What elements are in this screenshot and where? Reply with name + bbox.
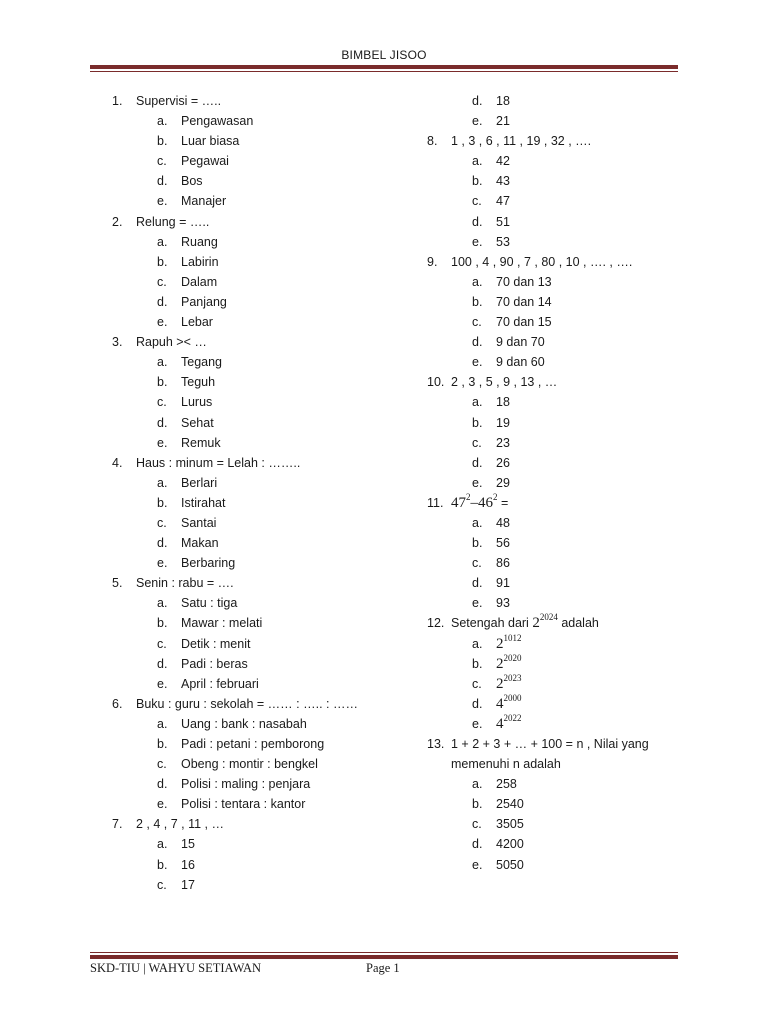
power-exponent: 1012 bbox=[503, 632, 522, 643]
answer-option bbox=[112, 834, 412, 854]
option-letter: b. bbox=[157, 857, 168, 872]
answer-option bbox=[112, 392, 412, 412]
option-letter: a. bbox=[472, 274, 483, 289]
option-text: Manajer bbox=[181, 194, 227, 209]
question-4 bbox=[112, 453, 412, 473]
option-text: Detik : menit bbox=[181, 636, 251, 651]
option-text: 43 bbox=[496, 174, 510, 189]
option-text: 23 bbox=[496, 435, 510, 450]
option-letter: c. bbox=[472, 556, 482, 571]
option-letter: d. bbox=[157, 294, 168, 309]
option-text: Dalam bbox=[181, 274, 218, 289]
option-power bbox=[496, 652, 522, 672]
expr-operator: – bbox=[470, 494, 478, 511]
answer-option bbox=[112, 875, 412, 895]
option-text: Luar biasa bbox=[181, 134, 240, 149]
page-header-title: BIMBEL JISOO bbox=[341, 48, 427, 62]
answer-option bbox=[427, 212, 687, 232]
option-letter: e. bbox=[472, 475, 483, 490]
question-text: 2 , 3 , 5 , 9 , 13 , … bbox=[451, 375, 558, 390]
option-letter: d. bbox=[157, 536, 168, 551]
option-letter: c. bbox=[157, 757, 167, 772]
answer-option bbox=[427, 634, 687, 654]
expr-exponent: 2 bbox=[493, 491, 498, 502]
answer-option bbox=[112, 252, 412, 272]
option-letter: e. bbox=[157, 435, 168, 450]
option-letter: d. bbox=[472, 696, 483, 711]
option-text: 258 bbox=[496, 777, 517, 792]
answer-option bbox=[112, 513, 412, 533]
option-text: 3505 bbox=[496, 817, 524, 832]
answer-option bbox=[112, 674, 412, 694]
option-letter: c. bbox=[157, 274, 167, 289]
answer-option bbox=[427, 191, 687, 211]
option-text: Satu : tiga bbox=[181, 596, 238, 611]
option-letter: d. bbox=[472, 837, 483, 852]
answer-option bbox=[112, 634, 412, 654]
option-letter: e. bbox=[472, 596, 483, 611]
question-expression bbox=[451, 491, 498, 511]
option-letter: a. bbox=[157, 475, 168, 490]
power-exponent: 2022 bbox=[503, 712, 522, 723]
answer-option bbox=[112, 131, 412, 151]
question-number: 12. bbox=[427, 616, 445, 631]
option-letter: e. bbox=[157, 676, 168, 691]
answer-option bbox=[427, 553, 687, 573]
power-base: 2 bbox=[496, 675, 504, 692]
option-letter: b. bbox=[472, 656, 483, 671]
question-text: Buku : guru : sekolah = …… : ….. : …… bbox=[136, 696, 358, 711]
answer-option bbox=[112, 533, 412, 553]
option-letter: b. bbox=[472, 797, 483, 812]
option-letter: d. bbox=[157, 777, 168, 792]
option-text: Labirin bbox=[181, 254, 219, 269]
option-text: Teguh bbox=[181, 375, 216, 390]
option-letter: b. bbox=[157, 134, 168, 149]
option-text: 91 bbox=[496, 576, 510, 591]
question-number: 5. bbox=[112, 576, 123, 591]
option-text: Padi : beras bbox=[181, 656, 248, 671]
answer-option bbox=[112, 352, 412, 372]
option-letter: e. bbox=[472, 234, 483, 249]
answer-option bbox=[427, 292, 687, 312]
option-letter: c. bbox=[472, 817, 482, 832]
option-letter: a. bbox=[157, 355, 168, 370]
question-number: 9. bbox=[427, 254, 438, 269]
answer-option bbox=[427, 272, 687, 292]
power-exponent: 2024 bbox=[539, 612, 558, 623]
option-text: Berbaring bbox=[181, 556, 236, 571]
option-letter: a. bbox=[157, 837, 168, 852]
option-letter: b. bbox=[472, 536, 483, 551]
option-letter: e. bbox=[472, 355, 483, 370]
option-letter: c. bbox=[472, 435, 482, 450]
option-text: Mawar : melati bbox=[181, 616, 263, 631]
option-text: Pegawai bbox=[181, 154, 229, 169]
option-letter: c. bbox=[157, 515, 167, 530]
option-text: Istirahat bbox=[181, 495, 226, 510]
power-base: 2 bbox=[496, 635, 504, 652]
question-13 bbox=[427, 734, 687, 774]
option-text: Tegang bbox=[181, 355, 223, 370]
question-2 bbox=[112, 212, 412, 232]
option-letter: d. bbox=[157, 415, 168, 430]
option-letter: d. bbox=[472, 94, 483, 108]
question-11 bbox=[427, 493, 687, 513]
option-text: 42 bbox=[496, 154, 510, 169]
answer-option bbox=[112, 151, 412, 171]
option-letter: a. bbox=[157, 234, 168, 249]
answer-option bbox=[112, 553, 412, 573]
question-1 bbox=[112, 91, 412, 111]
question-power bbox=[532, 612, 558, 632]
option-text: Santai bbox=[181, 515, 217, 530]
option-letter: b. bbox=[157, 254, 168, 269]
option-text: 26 bbox=[496, 455, 510, 470]
option-text: Uang : bank : nasabah bbox=[181, 716, 307, 731]
answer-option bbox=[427, 834, 687, 854]
option-text: 16 bbox=[181, 857, 195, 872]
option-letter: d. bbox=[472, 335, 483, 350]
question-text-before: Setengah dari bbox=[451, 616, 529, 631]
option-text: 86 bbox=[496, 556, 510, 571]
question-text: Rapuh >< … bbox=[136, 335, 207, 350]
option-text: 29 bbox=[496, 475, 510, 490]
option-text: Panjang bbox=[181, 294, 227, 309]
option-power bbox=[496, 672, 522, 692]
answer-option bbox=[112, 593, 412, 613]
question-number: 13. bbox=[427, 737, 445, 751]
question-suffix: = bbox=[500, 495, 509, 510]
option-letter: e. bbox=[472, 857, 483, 872]
option-text: Pengawasan bbox=[181, 114, 254, 129]
left-column bbox=[112, 91, 412, 895]
option-letter: e. bbox=[472, 716, 483, 731]
power-base: 2 bbox=[532, 615, 540, 632]
option-letter: a. bbox=[472, 395, 483, 410]
option-text: 48 bbox=[496, 515, 510, 530]
answer-option bbox=[427, 473, 687, 493]
answer-option bbox=[112, 312, 412, 332]
answer-option bbox=[112, 714, 412, 734]
footer-page-number: Page 1 bbox=[366, 961, 400, 975]
option-text: Obeng : montir : bengkel bbox=[181, 757, 318, 772]
option-text: 2540 bbox=[496, 797, 524, 812]
option-letter: b. bbox=[472, 174, 483, 189]
option-letter: e. bbox=[472, 114, 483, 129]
question-text: Supervisi = ….. bbox=[136, 94, 222, 108]
answer-option bbox=[112, 654, 412, 674]
option-letter: a. bbox=[472, 515, 483, 530]
option-power bbox=[496, 632, 522, 652]
option-text: 70 dan 14 bbox=[496, 294, 552, 309]
option-letter: b. bbox=[472, 415, 483, 430]
option-letter: e. bbox=[157, 556, 168, 571]
question-3 bbox=[112, 332, 412, 352]
question-number: 7. bbox=[112, 817, 123, 832]
power-base: 2 bbox=[496, 655, 504, 672]
answer-option bbox=[112, 413, 412, 433]
question-text: 1 + 2 + 3 + … + 100 = n , Nilai yang memenuhi n adalah bbox=[451, 737, 649, 772]
question-number: 6. bbox=[112, 696, 123, 711]
option-text: 70 dan 13 bbox=[496, 274, 552, 289]
power-exponent: 2020 bbox=[503, 652, 522, 663]
question-number: 1. bbox=[112, 94, 123, 108]
expr-exponent: 2 bbox=[466, 491, 471, 502]
option-text: Padi : petani : pemborong bbox=[181, 737, 325, 751]
option-text: 70 dan 15 bbox=[496, 315, 552, 330]
option-letter: a. bbox=[472, 777, 483, 792]
option-text: 9 dan 60 bbox=[496, 355, 545, 370]
option-text: 17 bbox=[181, 877, 195, 892]
answer-option bbox=[427, 453, 687, 473]
expr-base: 47 bbox=[451, 494, 466, 511]
question-number: 8. bbox=[427, 134, 438, 149]
option-text: 18 bbox=[496, 94, 510, 108]
answer-option bbox=[427, 814, 687, 834]
option-text: Sehat bbox=[181, 415, 214, 430]
option-text: Makan bbox=[181, 536, 219, 551]
option-text: 4200 bbox=[496, 837, 524, 852]
answer-option bbox=[112, 473, 412, 493]
answer-option bbox=[427, 352, 687, 372]
right-column bbox=[427, 91, 687, 875]
option-text: 93 bbox=[496, 596, 510, 611]
question-8 bbox=[427, 131, 687, 151]
answer-option bbox=[112, 171, 412, 191]
question-number: 4. bbox=[112, 455, 123, 470]
answer-option bbox=[112, 774, 412, 794]
power-base: 4 bbox=[496, 715, 504, 732]
option-letter: b. bbox=[157, 375, 168, 390]
question-7 bbox=[112, 814, 412, 834]
option-text: Bos bbox=[181, 174, 203, 189]
answer-option bbox=[427, 171, 687, 191]
question-9 bbox=[427, 252, 687, 272]
option-text: 56 bbox=[496, 536, 510, 551]
option-letter: b. bbox=[157, 737, 168, 751]
answer-option bbox=[427, 573, 687, 593]
question-10 bbox=[427, 372, 687, 392]
option-letter: c. bbox=[157, 877, 167, 892]
option-letter: e. bbox=[157, 315, 168, 330]
option-letter: e. bbox=[157, 194, 168, 209]
question-text: 2 , 4 , 7 , 11 , … bbox=[136, 817, 225, 832]
footer-author: SKD-TIU | WAHYU SETIAWAN bbox=[90, 961, 262, 975]
option-text: Lurus bbox=[181, 395, 213, 410]
option-text: April : februari bbox=[181, 676, 259, 691]
option-letter: b. bbox=[472, 294, 483, 309]
power-exponent: 2000 bbox=[503, 692, 522, 703]
question-6 bbox=[112, 694, 412, 714]
answer-option bbox=[112, 613, 412, 633]
answer-option bbox=[112, 734, 412, 754]
answer-option bbox=[427, 533, 687, 553]
option-letter: c. bbox=[472, 194, 482, 209]
question-text: 1 , 3 , 6 , 11 , 19 , 32 , …. bbox=[451, 134, 592, 149]
option-power bbox=[496, 692, 522, 712]
footer-rule-thin bbox=[90, 952, 678, 953]
answer-option bbox=[427, 91, 687, 111]
option-text: 15 bbox=[181, 837, 195, 852]
answer-option bbox=[112, 493, 412, 513]
option-letter: d. bbox=[157, 656, 168, 671]
answer-option bbox=[427, 151, 687, 171]
answer-option bbox=[427, 232, 687, 252]
power-exponent: 2023 bbox=[503, 672, 522, 683]
question-text: Relung = ….. bbox=[136, 214, 210, 229]
answer-option bbox=[427, 694, 687, 714]
question-number: 3. bbox=[112, 335, 123, 350]
option-letter: a. bbox=[472, 636, 483, 651]
option-text: Lebar bbox=[181, 315, 213, 330]
question-text: Haus : minum = Lelah : …….. bbox=[136, 455, 301, 470]
answer-option bbox=[427, 413, 687, 433]
question-number: 10. bbox=[427, 375, 445, 390]
answer-option bbox=[112, 372, 412, 392]
option-letter: d. bbox=[472, 576, 483, 591]
option-letter: c. bbox=[157, 636, 167, 651]
answer-option bbox=[427, 111, 687, 131]
answer-option bbox=[427, 332, 687, 352]
header-rule-thick bbox=[90, 65, 678, 69]
answer-option bbox=[112, 855, 412, 875]
option-text: 53 bbox=[496, 234, 510, 249]
option-letter: c. bbox=[157, 154, 167, 169]
answer-option bbox=[427, 392, 687, 412]
answer-option bbox=[112, 272, 412, 292]
option-letter: c. bbox=[472, 315, 482, 330]
option-letter: b. bbox=[157, 495, 168, 510]
answer-option bbox=[112, 292, 412, 312]
option-text: 18 bbox=[496, 395, 510, 410]
option-letter: c. bbox=[157, 395, 167, 410]
answer-option bbox=[427, 794, 687, 814]
option-text: Polisi : tentara : kantor bbox=[181, 797, 306, 812]
answer-option bbox=[112, 433, 412, 453]
option-power bbox=[496, 712, 522, 732]
option-letter: a. bbox=[157, 716, 168, 731]
answer-option bbox=[112, 232, 412, 252]
answer-option bbox=[427, 312, 687, 332]
option-letter: b. bbox=[157, 616, 168, 631]
option-text: Ruang bbox=[181, 234, 218, 249]
option-text: Remuk bbox=[181, 435, 221, 450]
answer-option bbox=[112, 794, 412, 814]
question-number: 11. bbox=[427, 495, 444, 510]
answer-option bbox=[427, 593, 687, 613]
option-letter: a. bbox=[472, 154, 483, 169]
question-text-after: adalah bbox=[561, 616, 599, 631]
power-base: 4 bbox=[496, 695, 504, 712]
answer-option bbox=[427, 513, 687, 533]
header-rule-thin bbox=[90, 71, 678, 72]
option-text: Polisi : maling : penjara bbox=[181, 777, 311, 792]
answer-option bbox=[427, 714, 687, 734]
answer-option bbox=[427, 855, 687, 875]
question-number: 2. bbox=[112, 214, 123, 229]
option-letter: a. bbox=[157, 114, 168, 129]
answer-option bbox=[112, 754, 412, 774]
option-letter: d. bbox=[472, 214, 483, 229]
option-text: 51 bbox=[496, 214, 510, 229]
option-text: 19 bbox=[496, 415, 510, 430]
option-text: 47 bbox=[496, 194, 510, 209]
answer-option bbox=[427, 674, 687, 694]
footer-rule-thick bbox=[90, 955, 678, 959]
option-text: 21 bbox=[496, 114, 510, 129]
answer-option bbox=[427, 433, 687, 453]
answer-option bbox=[112, 111, 412, 131]
answer-option bbox=[427, 774, 687, 794]
option-letter: a. bbox=[157, 596, 168, 611]
question-12 bbox=[427, 613, 687, 633]
option-letter: c. bbox=[472, 676, 482, 691]
option-letter: d. bbox=[157, 174, 168, 189]
option-text: 9 dan 70 bbox=[496, 335, 545, 350]
option-text: Berlari bbox=[181, 475, 218, 490]
expr-base: 46 bbox=[478, 494, 493, 511]
option-text: 5050 bbox=[496, 857, 524, 872]
question-5 bbox=[112, 573, 412, 593]
question-text: 100 , 4 , 90 , 7 , 80 , 10 , …. , …. bbox=[451, 254, 633, 269]
option-letter: e. bbox=[157, 797, 168, 812]
option-letter: d. bbox=[472, 455, 483, 470]
question-text: Senin : rabu = …. bbox=[136, 576, 234, 591]
answer-option bbox=[112, 191, 412, 211]
answer-option bbox=[427, 654, 687, 674]
